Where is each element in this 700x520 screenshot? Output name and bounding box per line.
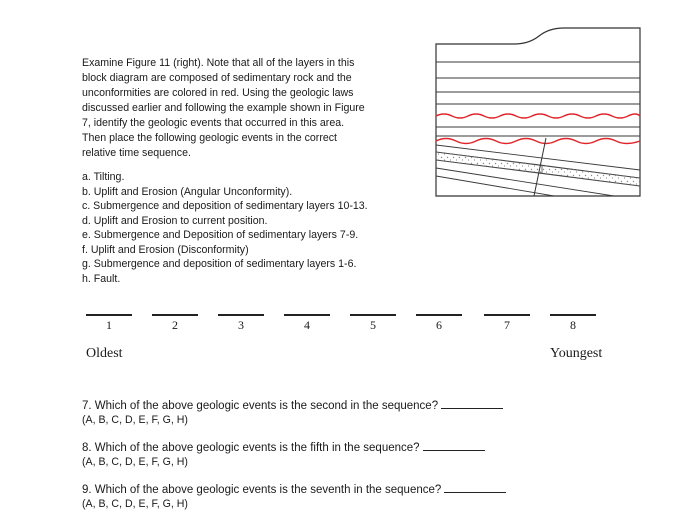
intro-line: Examine Figure 11 (right). Note that all of the layers in this	[82, 57, 355, 69]
time-sequence	[0, 314, 700, 364]
question-8	[82, 440, 485, 469]
event-list	[82, 170, 368, 286]
intro-line: block diagram are composed of sedimentary rock and the	[82, 72, 352, 84]
answer-blank[interactable]	[423, 440, 485, 451]
question-choices: (A, B, C, D, E, F, G, H)	[82, 498, 188, 510]
sequence-slot-8[interactable]	[550, 314, 596, 333]
event-item: f. Uplift and Erosion (Disconformity)	[82, 243, 249, 256]
question-7	[82, 398, 503, 427]
sequence-slot-5[interactable]	[350, 314, 396, 333]
slot-number: 3	[238, 318, 244, 332]
intro-paragraph	[82, 56, 432, 161]
intro-line: 7, identify the geologic events that occurred in this area.	[82, 117, 345, 129]
intro-line: discussed earlier and following the example shown in Figure	[82, 102, 365, 114]
intro-line: relative time sequence.	[82, 147, 191, 159]
sequence-slot-2[interactable]	[152, 314, 198, 333]
question-text: 7. Which of the above geologic events is the second in the sequence?	[82, 400, 439, 412]
oldest-label: Oldest	[86, 346, 123, 361]
answer-blank[interactable]	[441, 398, 503, 409]
event-item: c. Submergence and deposition of sedimentary layers 10-13.	[82, 200, 368, 212]
slot-number: 6	[436, 318, 442, 332]
slot-number: 1	[106, 318, 112, 332]
event-item: b. Uplift and Erosion (Angular Unconformity).	[82, 185, 293, 198]
question-text: 8. Which of the above geologic events is the fifth in the sequence?	[82, 442, 420, 454]
answer-blank[interactable]	[444, 482, 506, 493]
question-9	[82, 482, 506, 511]
sequence-slot-7[interactable]	[484, 314, 530, 333]
question-choices: (A, B, C, D, E, F, G, H)	[82, 456, 188, 468]
slot-number: 5	[370, 318, 376, 332]
event-item: h. Fault.	[82, 272, 121, 285]
slot-number: 8	[570, 318, 576, 332]
slot-number: 7	[504, 318, 510, 332]
youngest-label: Youngest	[550, 346, 603, 361]
sequence-slot-3[interactable]	[218, 314, 264, 333]
intro-line: Then place the following geologic events in the correct	[82, 132, 337, 144]
event-item: a. Tilting.	[82, 171, 125, 183]
question-choices: (A, B, C, D, E, F, G, H)	[82, 414, 188, 426]
event-item: g. Submergence and deposition of sedimentary layers 1-6.	[82, 258, 357, 270]
intro-line: unconformities are colored in red. Using the geologic laws	[82, 87, 354, 99]
block-diagram-figure	[434, 24, 644, 202]
question-text: 9. Which of the above geologic events is the seventh in the sequence?	[82, 484, 442, 496]
sequence-slot-4[interactable]	[284, 314, 330, 333]
slot-number: 4	[304, 318, 310, 332]
sequence-slot-6[interactable]	[416, 314, 462, 333]
event-item: d. Uplift and Erosion to current position.	[82, 214, 268, 227]
event-item: e. Submergence and Deposition of sedimentary layers 7-9.	[82, 229, 359, 241]
sequence-slot-1[interactable]	[86, 314, 132, 333]
slot-number: 2	[172, 318, 178, 332]
